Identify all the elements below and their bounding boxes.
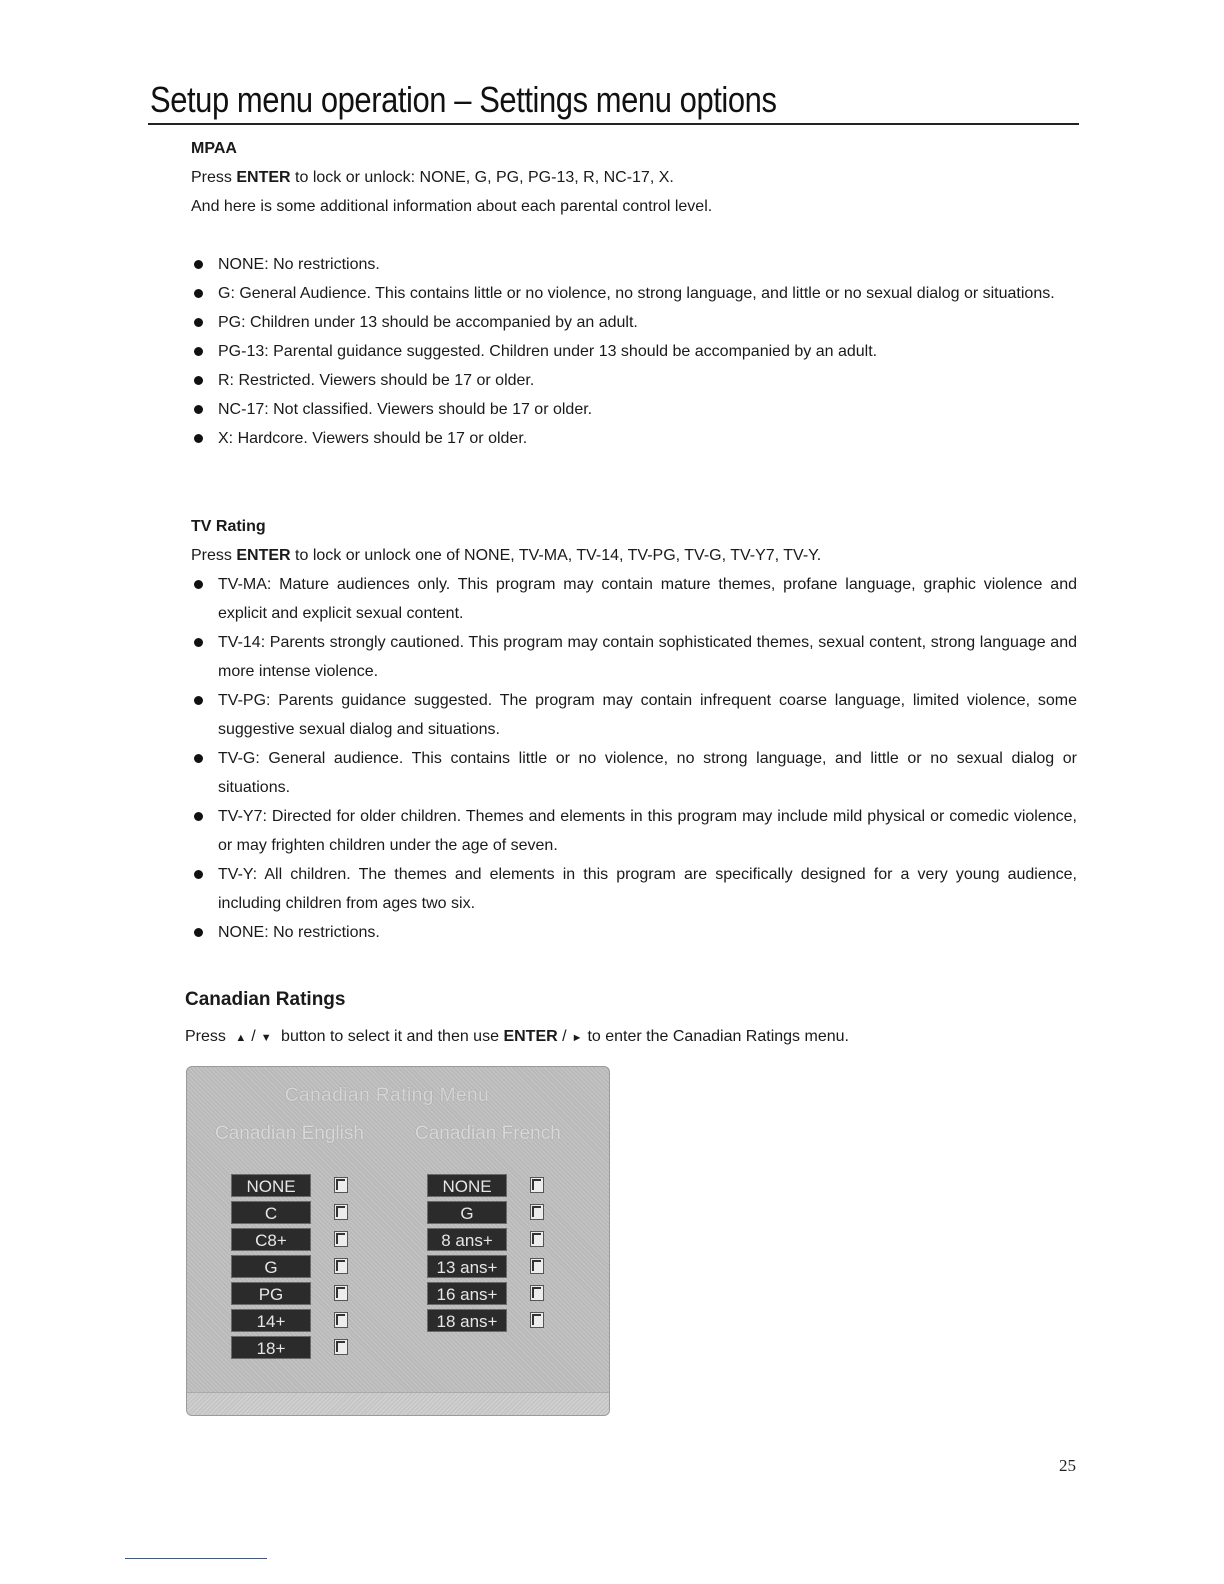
title-divider bbox=[148, 123, 1079, 125]
lock-checkbox[interactable] bbox=[334, 1204, 348, 1220]
lock-checkbox[interactable] bbox=[530, 1258, 544, 1274]
canadian-english-heading: Canadian English bbox=[215, 1123, 364, 1144]
tv-item-ma: TV-MA: Mature audiences only. This program may contain mature themes, profane language, graphic violence and explicit and explicit sexual content. bbox=[191, 570, 1077, 628]
spacer bbox=[191, 221, 1077, 250]
lock-checkbox[interactable] bbox=[334, 1258, 348, 1274]
rating-option-button[interactable]: NONE bbox=[231, 1174, 311, 1197]
rating-option-button[interactable]: C8+ bbox=[231, 1228, 311, 1251]
mpaa-heading: MPAA bbox=[191, 140, 237, 157]
mpaa-section bbox=[191, 134, 1077, 453]
rating-option-button[interactable]: NONE bbox=[427, 1174, 507, 1197]
rating-option-button[interactable]: G bbox=[231, 1255, 311, 1278]
mpaa-item-g: G: General Audience. This contains little or no violence, no strong language, and little or no sexual dialog or situations. bbox=[191, 279, 1077, 308]
canadian-ratings-heading: Canadian Ratings bbox=[185, 989, 346, 1010]
mpaa-lock-text: to lock or unlock: NONE, G, PG, PG-13, R, NC-17, X. bbox=[295, 169, 674, 186]
canadian-instructions bbox=[185, 1022, 1075, 1053]
enter-menu-text: to enter the Canadian Ratings menu. bbox=[587, 1028, 849, 1045]
tv-rating-section bbox=[191, 512, 1077, 947]
rating-option-button[interactable]: 8 ans+ bbox=[427, 1228, 507, 1251]
tv-rating-heading: TV Rating bbox=[191, 518, 266, 535]
tv-item-14: TV-14: Parents strongly cautioned. This program may contain sophisticated themes, sexual content, strong language and more intense violence. bbox=[191, 628, 1077, 686]
tv-item-pg: TV-PG: Parents guidance suggested. The program may contain infrequent coarse language, limited violence, some suggestive sexual dialog and situations. bbox=[191, 686, 1077, 744]
lock-checkbox[interactable] bbox=[334, 1231, 348, 1247]
canadian-french-heading: Canadian French bbox=[415, 1123, 561, 1144]
rating-option-button[interactable]: 18 ans+ bbox=[427, 1309, 507, 1332]
press-text: Press bbox=[185, 1028, 226, 1045]
enter-key-label: ENTER bbox=[503, 1028, 558, 1045]
press-text: Press bbox=[191, 169, 232, 186]
down-arrow-icon: ▼ bbox=[260, 1032, 272, 1044]
right-arrow-icon: ► bbox=[571, 1032, 583, 1044]
slash-text: / bbox=[562, 1028, 567, 1045]
lock-checkbox[interactable] bbox=[530, 1285, 544, 1301]
rating-option-button[interactable]: 14+ bbox=[231, 1309, 311, 1332]
tv-rating-lock-text: to lock or unlock one of NONE, TV-MA, TV-14, TV-PG, TV-G, TV-Y7, TV-Y. bbox=[295, 547, 822, 564]
menu-title: Canadian Rating Menu bbox=[284, 1085, 490, 1106]
tv-item-g: TV-G: General audience. This contains little or no violence, no strong language, and little or no sexual dialog or situations. bbox=[191, 744, 1077, 802]
mpaa-item-pg: PG: Children under 13 should be accompanied by an adult. bbox=[191, 308, 1077, 337]
rating-option-button[interactable]: 18+ bbox=[231, 1336, 311, 1359]
tv-item-y7: TV-Y7: Directed for older children. Themes and elements in this program may include mild physical or comedic violence, or may frighten children under the age of seven. bbox=[191, 802, 1077, 860]
mpaa-item-nc17: NC-17: Not classified. Viewers should be 17 or older. bbox=[191, 395, 1077, 424]
mpaa-lock-line bbox=[191, 163, 1077, 192]
slash-text: / bbox=[251, 1028, 256, 1045]
tv-rating-lock-line bbox=[191, 541, 1077, 570]
mpaa-item-r: R: Restricted. Viewers should be 17 or older. bbox=[191, 366, 1077, 395]
lock-checkbox[interactable] bbox=[530, 1177, 544, 1193]
tv-item-none: NONE: No restrictions. bbox=[191, 918, 1077, 947]
mpaa-item-none: NONE: No restrictions. bbox=[191, 250, 1077, 279]
lock-checkbox[interactable] bbox=[334, 1285, 348, 1301]
lock-checkbox[interactable] bbox=[530, 1312, 544, 1328]
mpaa-rating-list bbox=[191, 250, 1077, 453]
enter-key-label: ENTER bbox=[236, 169, 291, 186]
enter-key-label: ENTER bbox=[236, 547, 291, 564]
select-text: button to select it and then use bbox=[281, 1028, 499, 1045]
rating-option-button[interactable]: 13 ans+ bbox=[427, 1255, 507, 1278]
rating-option-button[interactable]: G bbox=[427, 1201, 507, 1224]
lock-checkbox[interactable] bbox=[334, 1312, 348, 1328]
page-title: Setup menu operation – Settings menu options bbox=[150, 79, 777, 120]
canadian-rating-menu-screenshot bbox=[186, 1066, 610, 1416]
rating-option-button[interactable]: 16 ans+ bbox=[427, 1282, 507, 1305]
lock-checkbox[interactable] bbox=[334, 1339, 348, 1355]
footnote-divider bbox=[125, 1558, 267, 1559]
mpaa-item-pg13: PG-13: Parental guidance suggested. Children under 13 should be accompanied by an adult. bbox=[191, 337, 1077, 366]
lock-checkbox[interactable] bbox=[530, 1231, 544, 1247]
menu-footer-bar bbox=[187, 1392, 609, 1415]
lock-checkbox[interactable] bbox=[530, 1204, 544, 1220]
mpaa-item-x: X: Hardcore. Viewers should be 17 or older. bbox=[191, 424, 1077, 453]
page-number: 25 bbox=[1059, 1456, 1076, 1475]
tv-rating-list bbox=[191, 570, 1077, 947]
press-text: Press bbox=[191, 547, 232, 564]
up-arrow-icon: ▲ bbox=[235, 1032, 247, 1044]
lock-checkbox[interactable] bbox=[334, 1177, 348, 1193]
mpaa-info-line: And here is some additional information about each parental control level. bbox=[191, 198, 713, 215]
rating-option-button[interactable]: PG bbox=[231, 1282, 311, 1305]
rating-option-button[interactable]: C bbox=[231, 1201, 311, 1224]
tv-item-y: TV-Y: All children. The themes and elements in this program are specifically designed for a very young audience, including children from ages two six. bbox=[191, 860, 1077, 918]
